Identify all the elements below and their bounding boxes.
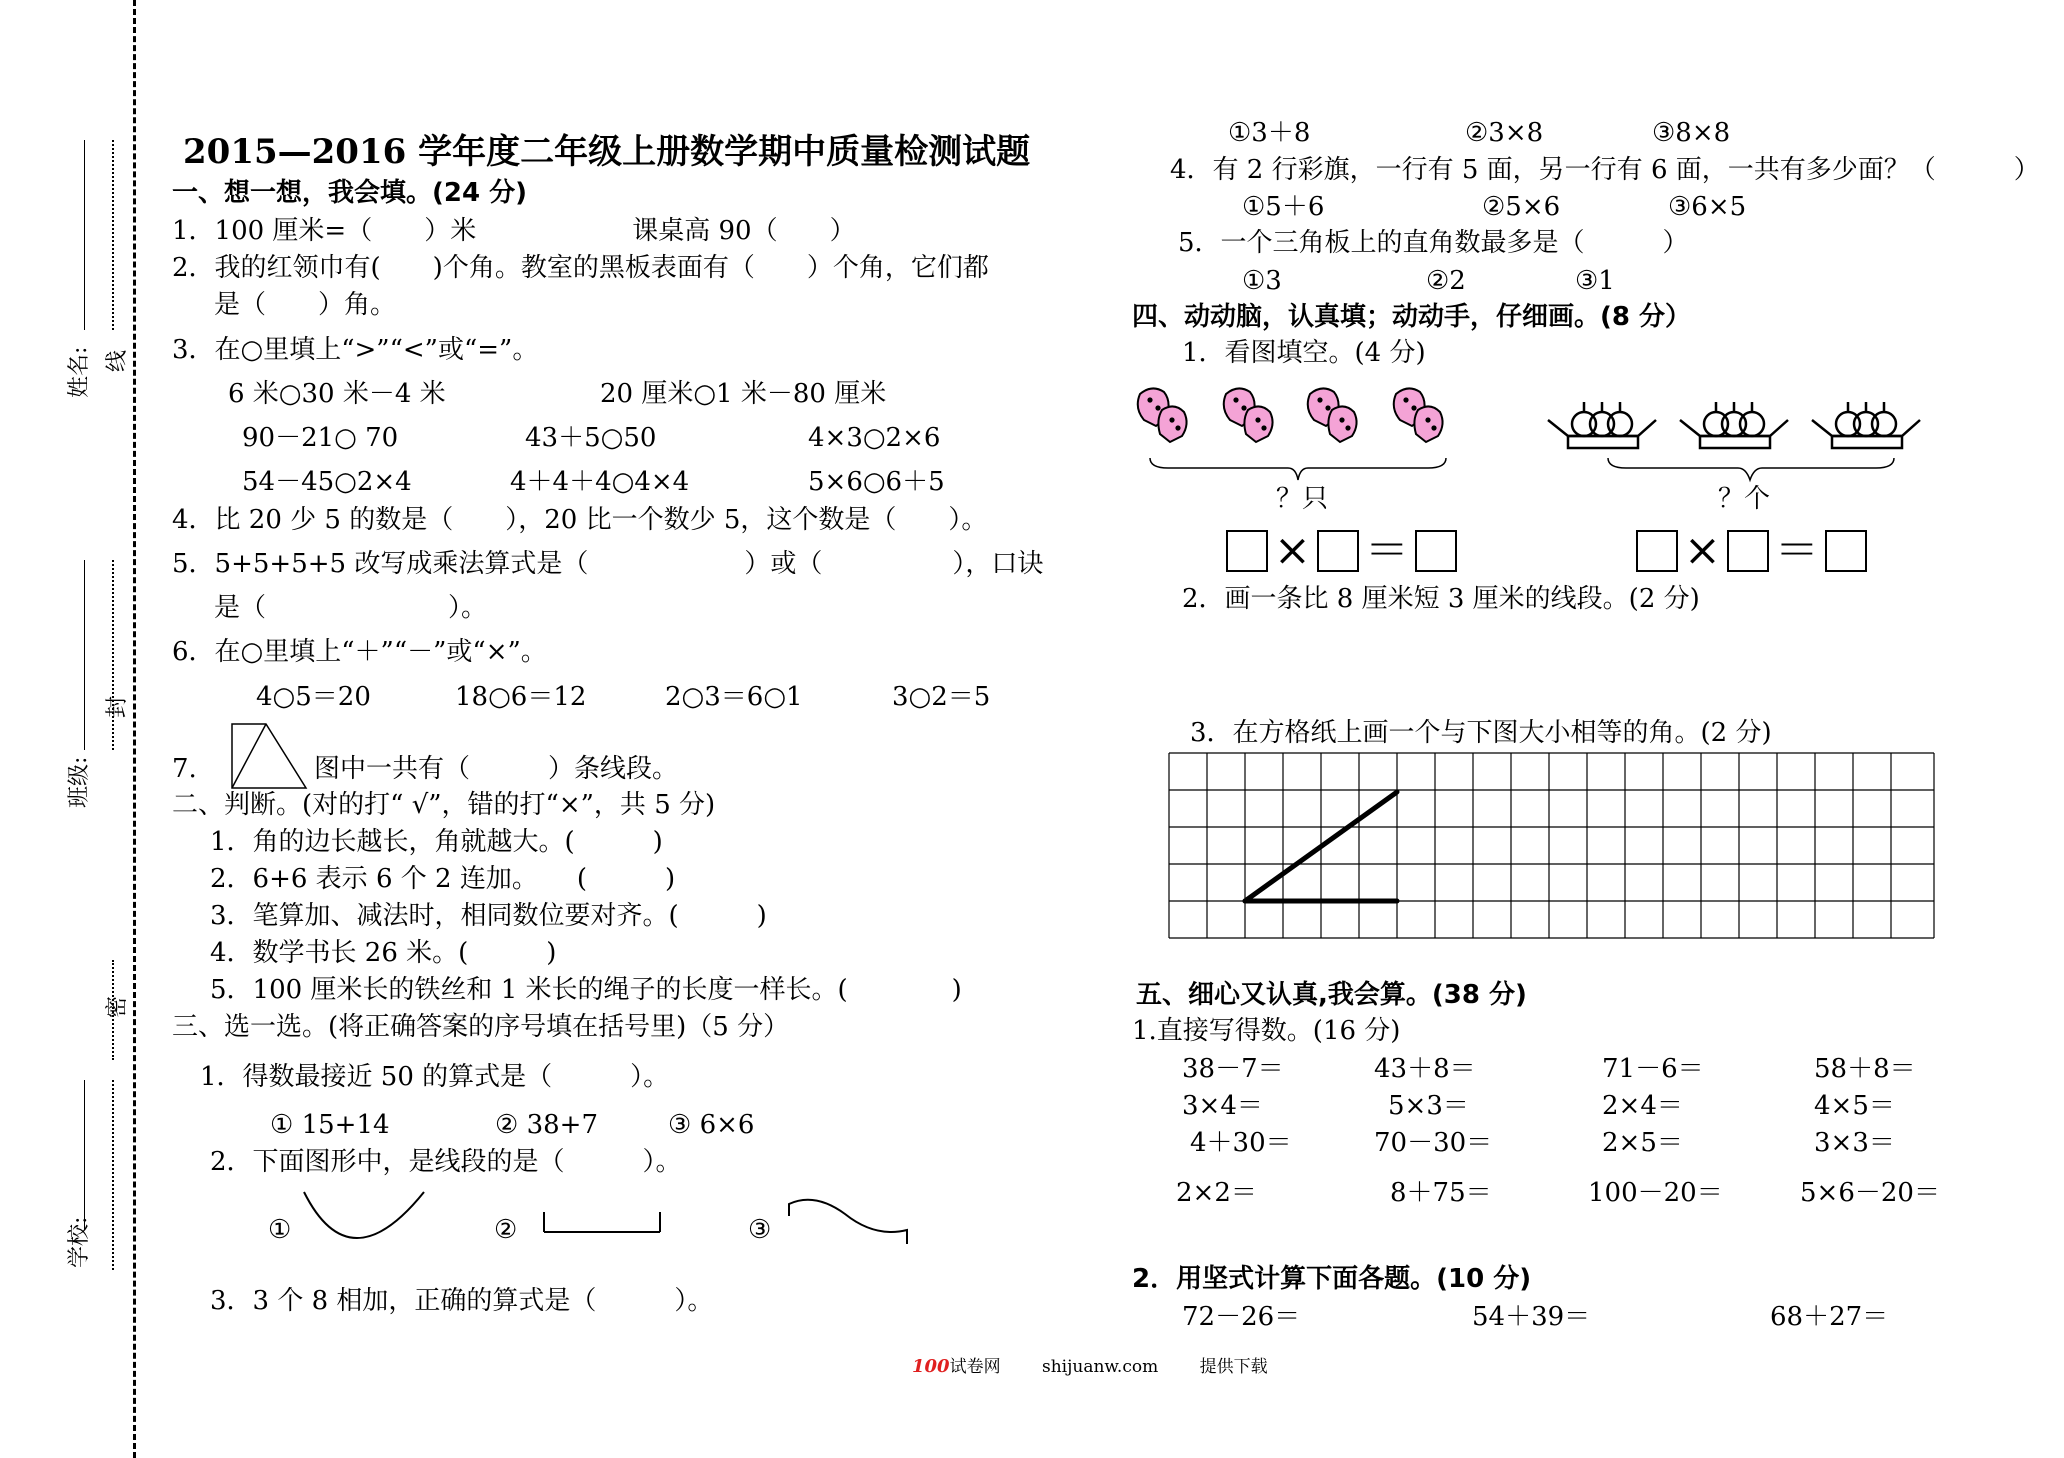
name-label: 姓名: — [67, 346, 92, 398]
s3-q4-opt3: ③6×5 — [1668, 192, 1747, 222]
s1-q6a: 4○5＝20 — [256, 682, 371, 712]
school-underline — [84, 1080, 85, 1230]
s5-q1: 1.直接写得数。(16 分) — [1132, 1016, 1401, 1046]
equals-sign: ＝ — [1774, 524, 1819, 576]
s4-q1: 1．看图填空。(4 分) — [1182, 338, 1426, 368]
equation-mittens — [1226, 522, 1457, 578]
curve-figure — [300, 1188, 430, 1254]
calc-r3-c2: 70－30＝ — [1374, 1128, 1493, 1158]
s3-q4-opt2: ②5×6 — [1482, 192, 1561, 222]
vertical-calc-2: 54＋39＝ — [1472, 1302, 1591, 1332]
s1-q2a: 2．我的红领巾有( )个角。教室的黑板表面有（ ）个角，它们都 — [172, 253, 989, 283]
class-dotted-line — [112, 560, 114, 750]
section-3-heading: 三、选一选。(将正确答案的序号填在括号里)（5 分） — [172, 1012, 790, 1042]
calc-r2-c1: 3×4＝ — [1182, 1091, 1263, 1121]
s2-item-2: 2．6+6 表示 6 个 2 连加。 ( ) — [210, 864, 676, 894]
s1-q3: 3．在○里填上“>”“<”或“=”。 — [172, 335, 539, 365]
calc-r3-c4: 3×3＝ — [1814, 1128, 1895, 1158]
s4-q3: 3．在方格纸上画一个与下图大小相等的角。(2 分) — [1190, 718, 1772, 748]
s3-q5-opt1: ①3 — [1242, 266, 1282, 296]
s3-q5-opt3: ③1 — [1575, 266, 1615, 296]
calc-r3-c3: 2×5＝ — [1602, 1128, 1683, 1158]
triangle-figure — [228, 722, 310, 790]
binding-dashed-line — [133, 0, 136, 1458]
s3-q4-opt1: ①5＋6 — [1242, 192, 1325, 222]
class-underline — [84, 560, 85, 750]
s2-item-5: 5．100 厘米长的铁丝和 1 米长的绳子的长度一样长。( ) — [210, 975, 962, 1005]
calc-r4-c2: 8＋75＝ — [1390, 1178, 1492, 1208]
section-1-heading: 一、想一想，我会填。(24 分) — [172, 178, 527, 208]
secret-char: 密 — [105, 995, 130, 1018]
class-label: 班级: — [67, 756, 92, 808]
section-4-heading: 四、动动脑，认真填；动动手，仔细画。(8 分） — [1132, 302, 1692, 332]
calc-r1-c4: 58＋8＝ — [1814, 1054, 1916, 1084]
s1-q3-r2c: 4×3○2×6 — [808, 423, 941, 453]
s3-q3: 3．3 个 8 相加，正确的算式是（ ）。 — [210, 1286, 714, 1316]
s1-q3-r1a: 6 米○30 米－4 米 — [228, 379, 446, 409]
bowls-brace — [1606, 456, 1896, 484]
s3-q2: 2．下面图形中，是线段的是（ ）。 — [210, 1147, 682, 1177]
s2-item-1: 1．角的边长越长，角就越大。( ) — [210, 827, 663, 857]
s1-q6d: 3○2＝5 — [892, 682, 991, 712]
calc-r1-c1: 38－7＝ — [1182, 1054, 1284, 1084]
s5-q2: 2．用坚式计算下面各题。(10 分) — [1132, 1264, 1532, 1294]
s3-q1-opt2: ② 38+7 — [495, 1110, 598, 1140]
answer-box[interactable] — [1727, 530, 1769, 572]
vertical-calc-1: 72－26＝ — [1182, 1302, 1301, 1332]
line-char: 线 — [105, 349, 130, 372]
calc-r2-c4: 4×5＝ — [1814, 1091, 1895, 1121]
mittens-question-label: ？只 — [1276, 484, 1329, 514]
s3-q5: 5．一个三角板上的直角数最多是（ ） — [1178, 228, 1689, 258]
s2-item-4: 4．数学书长 26 米。( ) — [210, 938, 557, 968]
page-title: 2015—2016 学年度二年级上册数学期中质量检测试题 — [183, 132, 1031, 172]
wave-figure — [785, 1196, 915, 1246]
s3-q1-opt1: ① 15+14 — [270, 1110, 390, 1140]
s1-q2b: 是（ ）角。 — [214, 290, 397, 320]
answer-box[interactable] — [1825, 530, 1867, 572]
s1-q3-r2b: 43＋5○50 — [525, 423, 657, 453]
fruit-bowls-picture — [1544, 392, 1924, 456]
times-sign: × — [1274, 524, 1311, 576]
equals-sign: ＝ — [1364, 524, 1409, 576]
s3-q5-opt2: ②2 — [1426, 266, 1466, 296]
school-dotted-line — [112, 1080, 114, 1270]
s1-q7-number: 7. — [172, 754, 197, 784]
school-label: 学校: — [67, 1216, 92, 1268]
s1-q6: 6．在○里填上“＋”“－”或“×”。 — [172, 637, 547, 667]
section-2-heading: 二、判断。(对的打“ √”，错的打“×”，共 5 分) — [172, 790, 716, 820]
s1-q7: 图中一共有（ ）条线段。 — [314, 754, 679, 784]
s3-q3-opt2: ②3×8 — [1465, 118, 1544, 148]
s1-q5a: 5．5+5+5+5 改写成乘法算式是（ ）或（ ），口诀 — [172, 549, 1044, 579]
s3-q1-opt3: ③ 6×6 — [668, 1110, 755, 1140]
segment-figure — [540, 1208, 666, 1238]
site-url[interactable]: shijuanw.com — [1041, 1357, 1159, 1377]
footer — [912, 1352, 1268, 1377]
s3-q2-opt1: ① — [268, 1215, 292, 1245]
s3-q1: 1．得数最接近 50 的算式是（ ）。 — [200, 1062, 670, 1092]
s1-q1: 1．100 厘米=（ ）米 课桌高 90（ ） — [172, 216, 856, 246]
seal-char: 封 — [105, 695, 130, 718]
download-note: 提供下载 — [1199, 1357, 1268, 1377]
times-sign: × — [1684, 524, 1721, 576]
answer-box[interactable] — [1415, 530, 1457, 572]
calc-r2-c3: 2×4＝ — [1602, 1091, 1683, 1121]
s4-q2: 2．画一条比 8 厘米短 3 厘米的线段。(2 分) — [1182, 584, 1700, 614]
s1-q3-r1b: 20 厘米○1 米－80 厘米 — [600, 379, 887, 409]
s1-q4: 4．比 20 少 5 的数是（ ），20 比一个数少 5，这个数是（ ）。 — [172, 505, 988, 535]
s3-q2-opt2: ② — [494, 1215, 518, 1245]
s1-q5b: 是（ ）。 — [214, 593, 488, 623]
site-name: 试卷网 — [949, 1357, 1001, 1377]
answer-box[interactable] — [1226, 530, 1268, 572]
name-underline — [84, 140, 85, 330]
s1-q6b: 18○6＝12 — [455, 682, 587, 712]
calc-r4-c1: 2×2＝ — [1176, 1178, 1257, 1208]
s3-q3-opt1: ①3＋8 — [1228, 118, 1311, 148]
mittens-picture — [1132, 384, 1472, 454]
s1-q3-r3b: 4＋4＋4○4×4 — [510, 467, 690, 497]
s3-q3-opt3: ③8×8 — [1652, 118, 1731, 148]
site-logo: 100 — [912, 1356, 950, 1377]
s1-q3-r3c: 5×6○6＋5 — [808, 467, 945, 497]
calc-r2-c2: 5×3＝ — [1388, 1091, 1469, 1121]
calc-r1-c2: 43＋8＝ — [1374, 1054, 1476, 1084]
mittens-brace — [1148, 456, 1448, 484]
bowls-question-label: ？个 — [1718, 484, 1771, 514]
name-dotted-line — [112, 140, 114, 330]
calc-r1-c3: 71－6＝ — [1602, 1054, 1704, 1084]
s1-q6c: 2○3＝6○1 — [665, 682, 803, 712]
vertical-calc-3: 68＋27＝ — [1770, 1302, 1889, 1332]
answer-box[interactable] — [1317, 530, 1359, 572]
grid-paper[interactable] — [1168, 752, 1936, 940]
calc-r4-c4: 5×6－20＝ — [1800, 1178, 1940, 1208]
s3-q2-opt3: ③ — [748, 1215, 772, 1245]
calc-r3-c1: 4＋30＝ — [1190, 1128, 1292, 1158]
s1-q3-r2a: 90－21○ 70 — [242, 423, 399, 453]
s2-item-3: 3．笔算加、减法时，相同数位要对齐。( ) — [210, 901, 767, 931]
section-5-heading: 五、细心又认真,我会算。(38 分) — [1136, 980, 1527, 1010]
calc-r4-c3: 100－20＝ — [1588, 1178, 1723, 1208]
answer-box[interactable] — [1636, 530, 1678, 572]
equation-bowls — [1636, 522, 1867, 578]
s3-q4: 4．有 2 行彩旗，一行有 5 面，另一行有 6 面，一共有多少面？（ ） — [1170, 155, 2040, 185]
s1-q3-r3a: 54－45○2×4 — [242, 467, 412, 497]
